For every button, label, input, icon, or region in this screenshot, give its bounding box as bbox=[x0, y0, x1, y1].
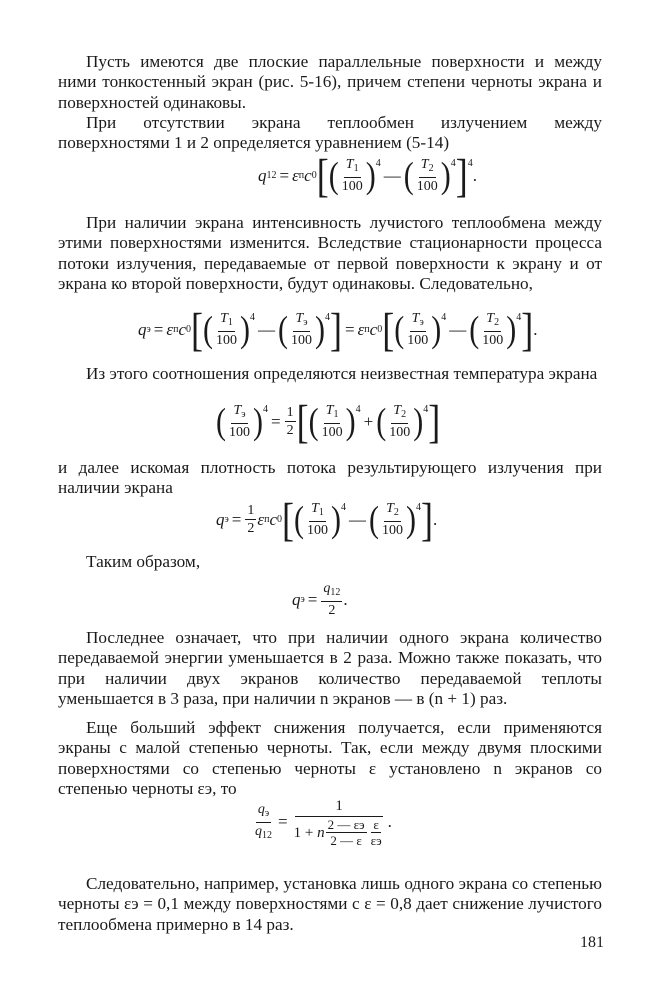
formula-qe-result: q э = $\frac{1}{2}$ ε п c 0 [ ( $\frac{T_1}{100}$ ) 4 — ( $\frac{T_2}{100}$ ) 4 ] . bbox=[216, 493, 438, 546]
paragraph-example: Следовательно, например, установка лишь одного экрана со степенью черноты εэ = 0,1 между поверхностями с ε = 0,8 дает снижение лучистого теплообмена примерно в 14 раз. bbox=[58, 874, 602, 934]
page-number: 181 bbox=[580, 934, 604, 951]
formula-qe-equality: q э = ε п c 0 [ ( $\frac{T_1}{100}$ ) 4 — ( $\frac{T_э}{100}$ ) 4 ] = ε п c 0 [ ( $\frac{T_э}{100}$ ) 4 — ( $\frac{T_2}{100}$ ) 4 ] . bbox=[138, 303, 538, 356]
formula-screen-temperature: ( $\frac{T_э}{100}$ ) 4 = $\frac{1}{2}$ [ ( $\frac{T_1}{100}$ ) 4 + ( $\frac{T_2}{100}$ ) 4 ] bbox=[216, 395, 441, 448]
paragraph-one-screen: Последнее означает, что при наличии одного экрана количество передаваемой энергии уменьшается в 2 раза. Можно также показать, что при наличии двух экранов количество передаваемой теплоты уменьшается в 3 раза, при наличии n экранов — в (n + 1) раз. bbox=[58, 628, 602, 709]
paragraph-intro: Пусть имеются две плоские параллельные поверхности и между ними тонкостенный экран (рис. 5-16), причем степени черноты экрана и поверхностей одинаковы. bbox=[58, 52, 602, 112]
paragraph-with-screen: При наличии экрана интенсивность лучистого теплообмена между этими поверхностями изменится. Вследствие стационарности процесса потоки излучения, передаваемые от первой поверхности к экрану и от экрана ко второй поверхности, будут одинаковы. Следовательно, bbox=[58, 213, 602, 294]
paragraph-screen-temp: Из этого соотношения определяются неизвестная температура экрана bbox=[86, 364, 598, 383]
paragraph-flux-density: и далее искомая плотность потока результирующего излучения при наличии экрана bbox=[58, 458, 602, 498]
formula-q12: q 12 = ε п c 0 [ ( $\frac{T_1}{100}$ ) 4 — ( $\frac{T_2}{100}$ ) 4 ] 4 . bbox=[258, 149, 477, 202]
formula-ratio-n-screens: $\frac{q_э}{q_{12}}$ = 1 1 + n $\frac{2 — \varepsilon э}{2 — \varepsilon}$ $\frac{\varepsilon}{\varepsilon э}$ . bbox=[255, 798, 392, 848]
paragraph-low-emissivity: Еще больший эффект снижения получается, если применяются экраны с малой степенью черноты. Так, если между двумя плоскими поверхностями со степенью черноты ε установлено n экранов со степенью черноты εэ, то bbox=[58, 718, 602, 799]
formula-qe-half: q э = $\frac{q_{12}}{2}$ . bbox=[292, 581, 348, 618]
paragraph-thus: Таким образом, bbox=[86, 552, 201, 571]
paragraph-no-screen: При отсутствии экрана теплообмен излучением между поверхностями 1 и 2 определяется уравнением (5-14) bbox=[58, 113, 602, 153]
